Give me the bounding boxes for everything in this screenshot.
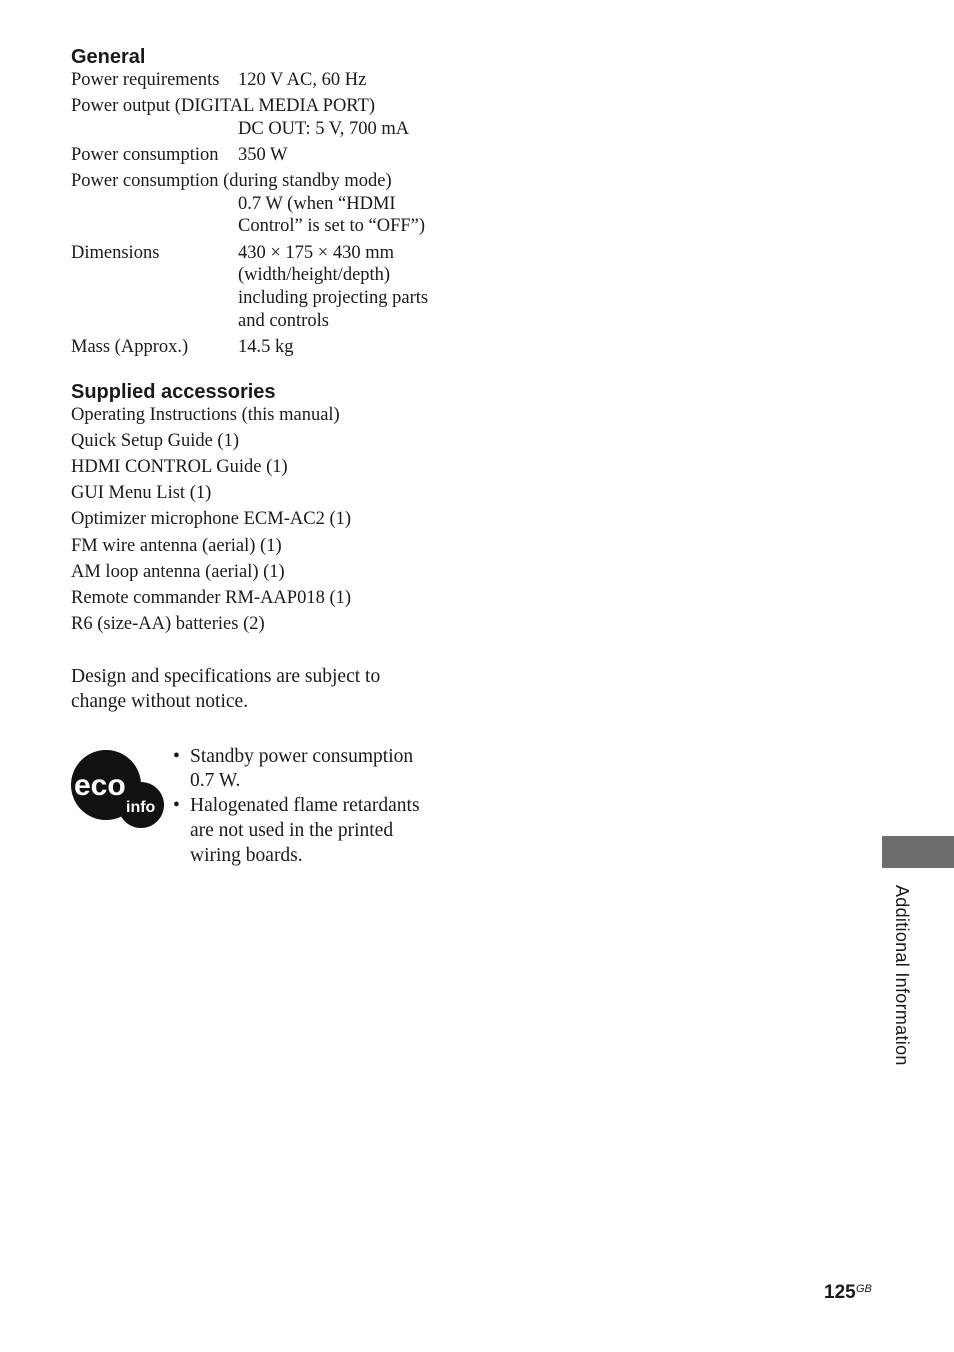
section-tab-marker bbox=[882, 836, 954, 868]
spec-value-mass: 14.5 kg bbox=[238, 337, 294, 357]
spec-value-dimensions-line-4: and controls bbox=[238, 311, 329, 331]
spec-label-power-requirements: Power requirements bbox=[71, 70, 220, 90]
accessory-item: FM wire antenna (aerial) (1) bbox=[71, 536, 282, 556]
eco-bullet-2-line-2: are not used in the printed bbox=[190, 820, 394, 841]
notice-line-2: change without notice. bbox=[71, 691, 249, 712]
accessory-item: Remote commander RM-AAP018 (1) bbox=[71, 588, 352, 608]
spec-label-power-output: Power output (DIGITAL MEDIA PORT) bbox=[71, 96, 375, 116]
notice-line-1: Design and specifications are subject to bbox=[71, 666, 381, 687]
spec-value-power-consumption: 350 W bbox=[238, 145, 288, 165]
spec-label-standby-consumption: Power consumption (during standby mode) bbox=[71, 171, 392, 191]
section-label: Additional Information bbox=[892, 885, 912, 1066]
bullet-icon: • bbox=[173, 795, 180, 816]
accessory-item: Operating Instructions (this manual) bbox=[71, 405, 340, 425]
spec-label-mass: Mass (Approx.) bbox=[71, 337, 189, 357]
spec-value-power-requirements: 120 V AC, 60 Hz bbox=[238, 70, 367, 90]
bullet-icon: • bbox=[173, 746, 180, 767]
page-number-suffix: GB bbox=[856, 1283, 872, 1295]
spec-label-power-consumption: Power consumption bbox=[71, 145, 219, 165]
spec-value-power-output: DC OUT: 5 V, 700 mA bbox=[238, 119, 410, 139]
accessory-item: Optimizer microphone ECM-AC2 (1) bbox=[71, 509, 352, 529]
eco-bullet-2-line-1: Halogenated flame retardants bbox=[190, 795, 420, 816]
accessory-item: Quick Setup Guide (1) bbox=[71, 431, 240, 451]
spec-value-standby-line-2: Control” is set to “OFF”) bbox=[238, 216, 426, 236]
accessory-item: AM loop antenna (aerial) (1) bbox=[71, 562, 285, 582]
spec-value-dimensions-line-2: (width/height/depth) bbox=[238, 265, 391, 285]
general-heading: General bbox=[71, 46, 146, 68]
eco-bullet-1-line-1: Standby power consumption bbox=[190, 746, 414, 767]
accessory-item: R6 (size-AA) batteries (2) bbox=[71, 614, 265, 634]
spec-value-dimensions-line-1: 430 × 175 × 430 mm bbox=[238, 243, 395, 263]
spec-value-dimensions-line-3: including projecting parts bbox=[238, 288, 429, 308]
eco-logo-main-text: eco bbox=[74, 769, 126, 802]
page-number: 125 bbox=[824, 1282, 856, 1303]
eco-logo-sub-text: info bbox=[126, 799, 156, 816]
eco-bullet-1-line-2: 0.7 W. bbox=[190, 770, 241, 791]
accessories-heading: Supplied accessories bbox=[71, 381, 276, 403]
accessory-item: HDMI CONTROL Guide (1) bbox=[71, 457, 288, 477]
eco-bullet-2-line-3: wiring boards. bbox=[190, 845, 303, 866]
spec-value-standby-line-1: 0.7 W (when “HDMI bbox=[238, 194, 396, 214]
accessory-item: GUI Menu List (1) bbox=[71, 483, 212, 503]
eco-info-logo-icon bbox=[71, 750, 165, 830]
spec-label-dimensions: Dimensions bbox=[71, 243, 160, 263]
